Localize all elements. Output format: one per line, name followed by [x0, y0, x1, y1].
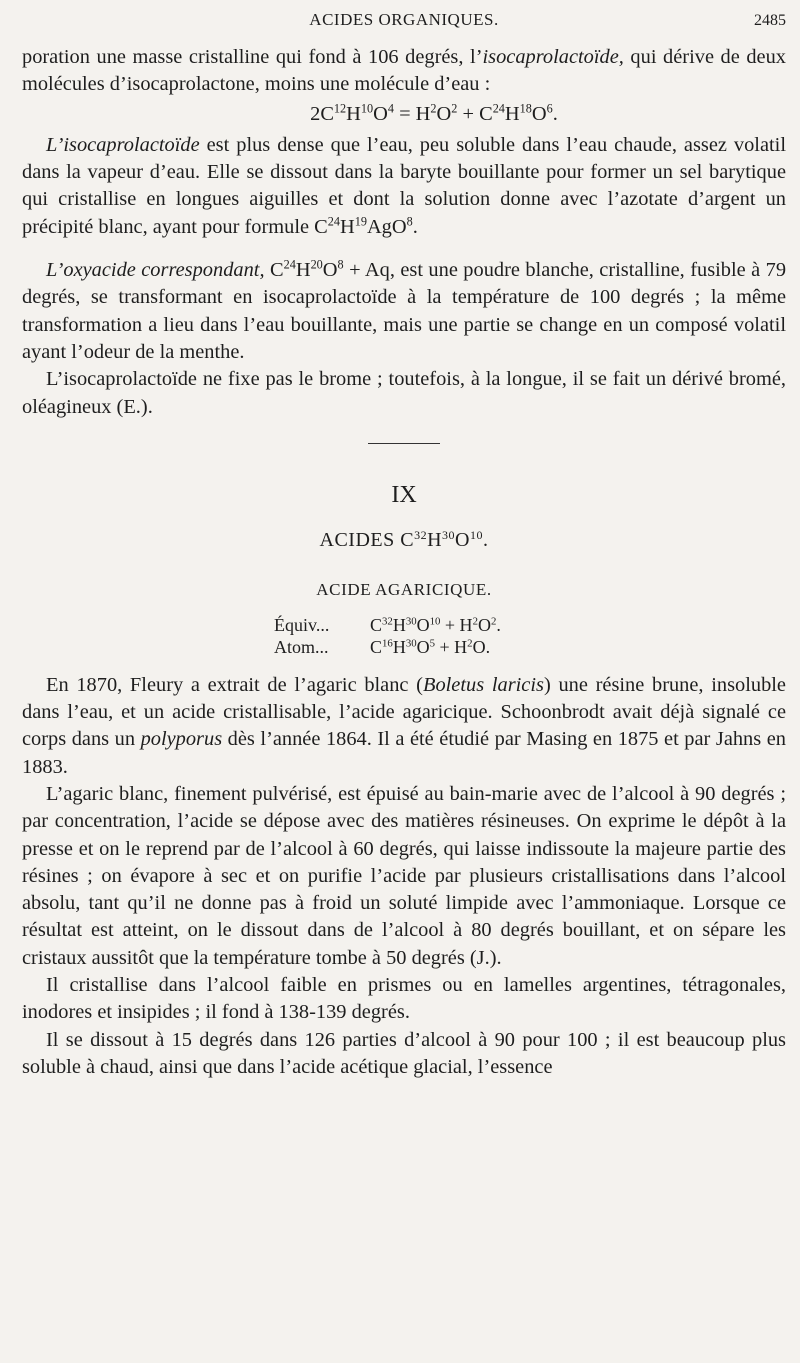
- paragraph-4: L’isocaprolactoïde ne fixe pas le brome ; toutefois, à la longue, il se fait un dérivé bromé, oléagineux (E.).: [22, 368, 786, 418]
- paragraph-2: L’isocaprolactoïde est plus dense que l’eau, peu soluble dans l’eau chaude, assez volatil dans la vapeur d’eau. Elle se dissout dans la baryte bouillante pour former un sel barytique qui cristallise en longues aiguilles et dont la solution donne avec l’azotate d’argent un précipité blanc, ayant pour formule $C^{24}H^{19}AgO^8$.: [22, 133, 786, 238]
- formula-value-atom: $C^{16}H^{30}O^5 + H^2O$.: [370, 636, 491, 657]
- document-page: [22, 0, 786, 1363]
- paragraph-3: L’oxyacide correspondant, $C^{24}H^{20}O^8 + Aq$, est une poudre blanche, cristalline, fusible à 79 degrés, se transformant en isocaprolactoïde à la température de 100 degrés ; la même transformation a lieu dans l’eau bouillante, mais une partie se change en un composé volatil ayant l’odeur de la menthe.: [22, 257, 787, 363]
- running-header: [22, 0, 786, 44]
- formula-value-equiv: $C^{32}H^{30}O^{10} + H^2O^2$.: [370, 614, 501, 635]
- running-title: ACIDES ORGANIQUES.: [309, 10, 499, 29]
- body-text: [22, 44, 786, 1081]
- paragraph-1: poration une masse cristalline qui fond à 106 degrés, l’isocaprolactoïde, qui dérive de deux molécules d’isocaprolactone, moins une molécule d’eau :: [22, 46, 786, 96]
- page-number: 2485: [754, 12, 786, 29]
- paragraph-6: L’agaric blanc, finement pulvérisé, est épuisé au bain-marie avec de l’alcool à 90 degrés ; par concentration, l’acide se dépose avec des matières résineuses. On exprime le dépôt à la presse et on le reprend par de l’alcool à 60 degrés, qui laisse indissoute la majeure partie des résines ; on évapore à sec et on purifie l’acide par plusieurs cristallisations dans l’alcool absolu, tant qu’il ne donne pas à froid un soluté limpide avec l’ammoniaque. Lorsque ce résultat est atteint, on le dissout dans de l’alcool à 80 degrés bouillant, et on sépare les cristaux aussitôt que la température tombe à 50 degrés (J.).: [22, 782, 786, 969]
- chapter-title: ACIDES $C^{32}H^{30}O^{10}$.: [319, 527, 489, 552]
- formula-label-atom: Atom...: [274, 636, 329, 657]
- paragraph-5: En 1870, Fleury a extrait de l’agaric blanc (Boletus laricis) une résine brune, insoluble dans l’eau, et un acide cristallisable, l’acide agaricique. Schoonbrodt avait déjà signalé ce corps dans un polyporus dès l’année 1864. Il a été étudié par Masing en 1875 et par Jahns en 1883.: [22, 673, 786, 778]
- section-separator: [368, 443, 440, 444]
- equation-1: $2C^{12}H^{10}O^4 = H^2O^2 + C^{24}H^{18}O^6$.: [310, 101, 558, 125]
- chapter-number: IX: [391, 481, 417, 508]
- section-title: ACIDE AGARICIQUE.: [316, 580, 492, 600]
- paragraph-7: Il cristallise dans l’alcool faible en prismes ou en lamelles argentines, tétragonales, inodores et insipides ; il fond à 138-139 degrés.: [22, 974, 786, 1024]
- formula-label-equiv: Équiv...: [274, 614, 330, 635]
- formula-row-equiv: [274, 614, 534, 636]
- paragraph-8: Il se dissout à 15 degrés dans 126 parties d’alcool à 90 pour 100 ; il est beaucoup plus soluble à chaud, ainsi que dans l’acide acétique glacial, l’essence: [22, 1028, 786, 1078]
- formula-table: [274, 614, 534, 658]
- formula-row-atom: [274, 636, 534, 658]
